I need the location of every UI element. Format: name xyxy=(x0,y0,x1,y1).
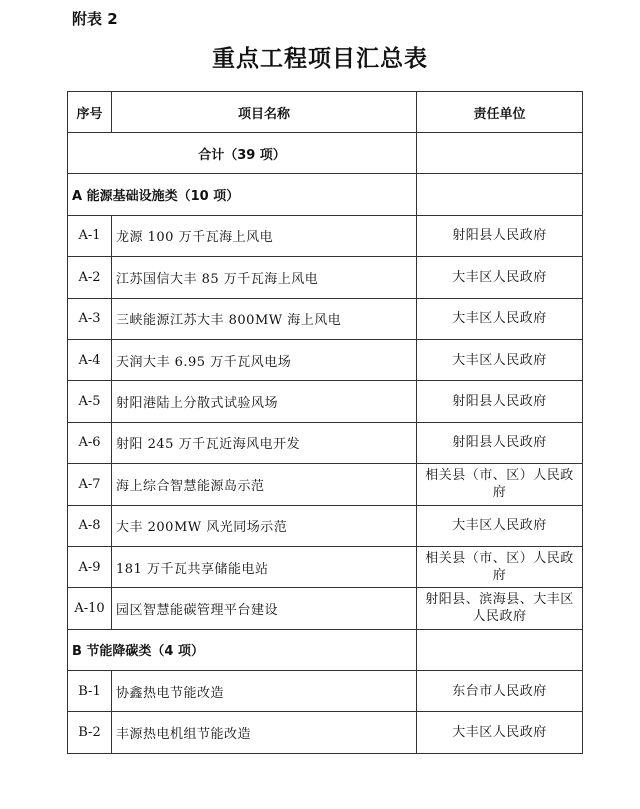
table-row xyxy=(68,381,583,422)
header-row xyxy=(68,92,583,133)
row-responsible-unit: 大丰区人民政府 xyxy=(417,298,583,339)
category-label-b: B 节能降碳类（4 项） xyxy=(68,629,417,670)
table-row xyxy=(68,671,583,712)
category-label-a: A 能源基础设施类（10 项） xyxy=(68,174,417,215)
table-row xyxy=(68,546,583,587)
row-responsible-unit: 射阳县人民政府 xyxy=(417,422,583,463)
project-summary-table xyxy=(67,91,583,754)
row-responsible-unit: 大丰区人民政府 xyxy=(417,339,583,380)
header-seq: 序号 xyxy=(68,92,112,133)
total-label: 合计（39 项） xyxy=(68,133,417,174)
category-unit-a xyxy=(417,174,583,215)
table-row xyxy=(68,422,583,463)
row-seq: B-2 xyxy=(68,712,112,753)
row-project-name: 181 万千瓦共享储能电站 xyxy=(112,546,417,587)
row-responsible-unit: 相关县（市、区）人民政府 xyxy=(417,464,583,505)
row-project-name: 海上综合智慧能源岛示范 xyxy=(112,464,417,505)
row-project-name: 协鑫热电节能改造 xyxy=(112,671,417,712)
row-responsible-unit: 射阳县人民政府 xyxy=(417,215,583,256)
total-row xyxy=(68,133,583,174)
table-row xyxy=(68,464,583,505)
row-project-name: 园区智慧能碳管理平台建设 xyxy=(112,588,417,629)
row-project-name: 三峡能源江苏大丰 800MW 海上风电 xyxy=(112,298,417,339)
row-seq: B-1 xyxy=(68,671,112,712)
row-seq: A-4 xyxy=(68,339,112,380)
total-unit xyxy=(417,133,583,174)
row-seq: A-10 xyxy=(68,588,112,629)
row-seq: A-5 xyxy=(68,381,112,422)
appendix-label: 附表 2 xyxy=(72,10,118,28)
row-seq: A-9 xyxy=(68,546,112,587)
table-row xyxy=(68,339,583,380)
category-row-b xyxy=(68,629,583,670)
table-row xyxy=(68,215,583,256)
row-responsible-unit: 大丰区人民政府 xyxy=(417,257,583,298)
row-project-name: 江苏国信大丰 85 万千瓦海上风电 xyxy=(112,257,417,298)
row-seq: A-1 xyxy=(68,215,112,256)
table-row xyxy=(68,588,583,629)
table-row xyxy=(68,505,583,546)
row-project-name: 射阳 245 万千瓦近海风电开发 xyxy=(112,422,417,463)
page-title: 重点工程项目汇总表 xyxy=(212,46,428,72)
row-project-name: 丰源热电机组节能改造 xyxy=(112,712,417,753)
row-responsible-unit: 相关县（市、区）人民政府 xyxy=(417,546,583,587)
row-project-name: 龙源 100 万千瓦海上风电 xyxy=(112,215,417,256)
header-unit: 责任单位 xyxy=(417,92,583,133)
category-row-a xyxy=(68,174,583,215)
row-responsible-unit: 大丰区人民政府 xyxy=(417,505,583,546)
row-project-name: 天润大丰 6.95 万千瓦风电场 xyxy=(112,339,417,380)
row-seq: A-6 xyxy=(68,422,112,463)
row-project-name: 射阳港陆上分散式试验风场 xyxy=(112,381,417,422)
table-row xyxy=(68,298,583,339)
row-responsible-unit: 东台市人民政府 xyxy=(417,671,583,712)
category-unit-b xyxy=(417,629,583,670)
row-responsible-unit: 射阳县、滨海县、大丰区人民政府 xyxy=(417,588,583,629)
row-seq: A-2 xyxy=(68,257,112,298)
row-seq: A-7 xyxy=(68,464,112,505)
header-name: 项目名称 xyxy=(112,92,417,133)
row-responsible-unit: 射阳县人民政府 xyxy=(417,381,583,422)
table-row xyxy=(68,257,583,298)
row-seq: A-8 xyxy=(68,505,112,546)
row-seq: A-3 xyxy=(68,298,112,339)
table-row xyxy=(68,712,583,753)
row-project-name: 大丰 200MW 风光同场示范 xyxy=(112,505,417,546)
row-responsible-unit: 大丰区人民政府 xyxy=(417,712,583,753)
